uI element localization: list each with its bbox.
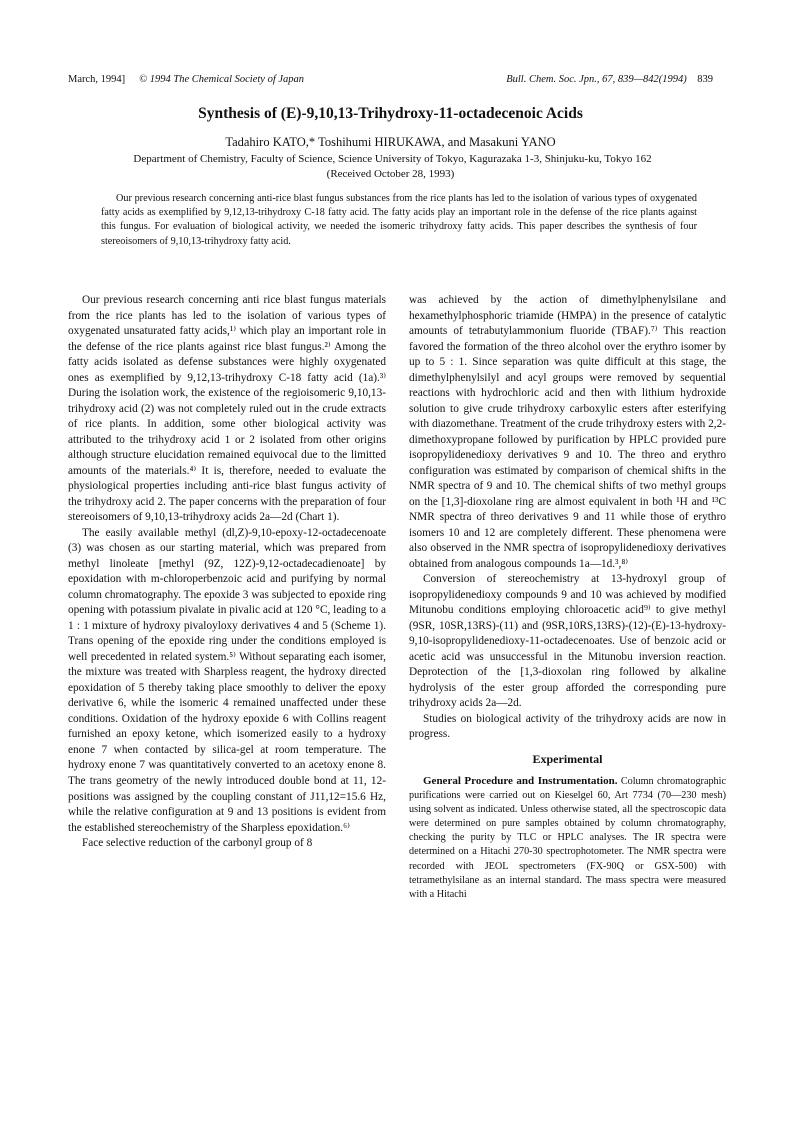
experimental-text: Column chromatographic purifications were carried out on Kieselgel 60, Art 7734 (70—230 mesh) using solvent as indicated. Unless otherwise stated, all the spectroscopic data were determined on pure samples obtained by column chromatography, checking the purity by TLC or HPLC analyses. The IR spectra were determined on a Hitachi 270-30 spectrophotometer. The NMR spectra were recorded with JEOL spectrometers (FX-90Q or GSX-500) with tetramethylsilane as an internal standard. The mass spectra were measured with a Hitachi (409, 775, 727, 900)
authors: Tadahiro KATO,* Toshihumi HIRUKAWA, and Masakuni YANO (225, 135, 556, 149)
body-column-left (68, 293, 386, 852)
body-paragraph: Our previous research concerning anti rice blast fungus materials from the rice plants has led to the isolation of various types of oxygenated unsaturated fatty acids,¹⁾ which play an important role in the defense of the rice plants against rice blast fungus.²⁾ Among the fatty acids isolated as defense substances were highly oxygenated ones as exemplified by 9,12,13-trihydroxy C-18 fatty acid (1a).³⁾ During the isolation work, the existence of the regioisomeric 9,10,13-trihydroxy acid (2) was not completely ruled out in the crude extracts of rice plants. In addition, some other biological activity was attributed to the trihydroxy acid 1 or 2 isolated from other origins although structure elucidation remained equivocal due to the limitted amounts of the materials.⁴⁾ It is, therefore, needed to evaluate the physiological properties including anti-rice blast fungus activity of the trihydroxy acid 2. The paper concerns with the preparation of four stereoisomers of 9,10,13-trihydroxy acids 2a—2d (Chart 1). (68, 294, 386, 524)
experimental-heading: Experimental (532, 751, 603, 766)
abstract-text: Our previous research concerning anti-rice blast fungus substances from the rice plants has led to the isolation of various types of oxygenated fatty acids as exemplified by 9,12,13-trihydroxy C-18 fatty acid. The fatty acids play an important role in the defense of the rice plants against this fungus. For evaluation of biological activity, we needed the isomeric trihydroxy fatty acids. This paper describes the synthesis of four stereoisomers of 9,10,13-trihydroxy fatty acid. (101, 193, 697, 247)
body-paragraph: Conversion of stereochemistry at 13-hydroxyl group of isopropylidenedioxy compounds 9 and 10 was achieved by modified Mitunobu conditions employing chloroacetic acid⁹⁾ to give methyl (9SR, 10SR,13RS)-(11) and (9SR,10RS,13RS)-(12)-(E)-13-hydroxy-9,10-isopropylidenedioxy-11-octadecenoates. Use of benzoic acid or acetic acid was unsuccessful in the Mitunobu inversion reaction. Deprotection of the [1,3-dioxolan ring followed by alkaline hydrolysis of the ester group afforded the corresponding pure trihydroxy acids 2a—2d. (409, 573, 726, 710)
header-page-number: 839 (697, 74, 713, 85)
received-date: (Received October 28, 1993) (326, 168, 455, 180)
body-column-right (409, 293, 726, 902)
experimental-paragraph (409, 774, 726, 902)
body-paragraph: Studies on biological activity of the trihydroxy acids are now in progress. (409, 712, 726, 741)
header-date: March, 1994] (68, 74, 126, 85)
header-journal: Bull. Chem. Soc. Jpn., 67, 839—842(1994) (506, 74, 687, 85)
body-paragraph: was achieved by the action of dimethylphenylsilane and hexamethylphosphoric triamide (HMPA) in the presence of catalytic amounts of tetrabutylammonium fluoride (TBAF).⁷⁾ This reaction favored the formation of the threo alcohol over the erythro isomer by up to 5 : 1. Since separation was quite difficult at this stage, the dimethylphenylsilyl and acyl groups were removed by sequential reactions with hydrochloric acid and then with lithium hydroxide solution to give crude trihydroxy carboxylic esters after esterifying with diazomethane. Treatment of the crude trihydroxy esters with 2,2-dimethoxypropane followed by purification by HPLC provided pure isopropylidenedioxy derivatives 9 and 10. The threo and erythro configuration was estimated by comparison of chemical shifts in the NMR spectra of 9 and 10. The chemical shifts of two methyl groups on the [1,3]-dioxolane ring are almost equivalent in both ¹H and ¹³C NMR spectra of threo derivatives 9 and 11 while those of erythro isomers 10 and 12 are completely different. These phenomena were also observed in the NMR spectra of isopropylidenedioxy derivatives obtained from analogous compounds 1a—1d.³,⁸⁾ (409, 294, 726, 570)
experimental-subheading: General Procedure and Instrumentation. (423, 774, 618, 787)
abstract (101, 192, 697, 249)
body-paragraph: Face selective reduction of the carbonyl group of 8 (82, 837, 313, 850)
body-paragraph: The easily available methyl (dl,Z)-9,10-epoxy-12-octadecenoate (3) was chosen as our starting material, which was prepared from methyl linoleate [methyl (9Z, 12Z)-9,12-octadecadienoate] by epoxidation with m-chloroperbenzoic acid and purifying by normal column chromatography. The epoxide 3 was subjected to epoxide ring opening with potassium pivalate in pivalic acid at 120 °C, leading to a 1 : 1 mixture of hydroxy pivaloyloxy derivatives 4 and 5 (Scheme 1). Trans opening of the epoxide ring under the conditions employed is well precedented in related system.⁵⁾ Without separating each isomer, the mixture was treated with Sharpless reagent, the hydroxy directed epoxidation of 5 thereby taking place smoothly to deliver the epoxy derivative 6, while the isomeric 4 remained unaffected under these conditions. Oxidation of the hydroxy epoxide 6 with Collins reagent furnished an epoxy ketone, which isomerized easily to a hydroxy enone 7 when contacted by silica-gel at room temperature. The hydroxy enone 7 was quantitatively converted to an acetoxy enone 8. The trans geometry of the newly introduced double bond at 11, 12-positions was assigned by the coupling constant of J11,12=15.6 Hz, while the relative configuration at 9 and 13 positions is evident from the established stereochemistry of the Sharpless epoxidation.⁶⁾ (68, 526, 386, 834)
running-header (68, 73, 713, 87)
header-left (68, 73, 304, 87)
header-copyright: © 1994 The Chemical Society of Japan (139, 74, 305, 85)
header-right (506, 73, 713, 87)
affiliation: Department of Chemistry, Faculty of Science, Science University of Tokyo, Kagurazaka 1-3, Shinjuku-ku, Tokyo 162 (133, 153, 652, 165)
paper-title: Synthesis of (E)-9,10,13-Trihydroxy-11-octadecenoic Acids (198, 105, 583, 122)
